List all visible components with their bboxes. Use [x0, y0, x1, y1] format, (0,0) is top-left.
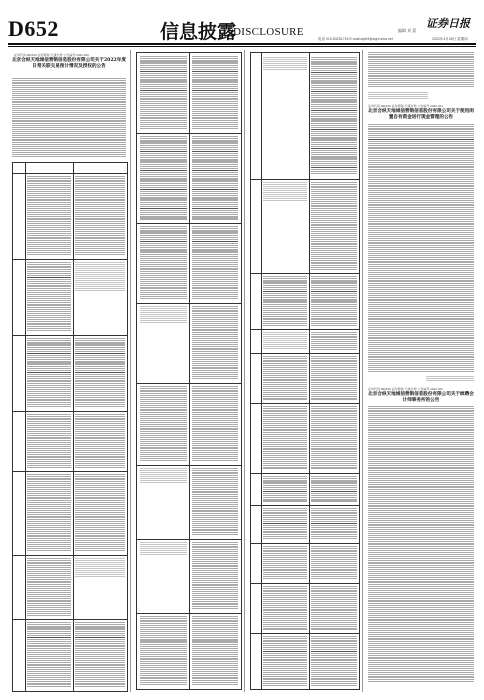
body-text-block: [368, 92, 428, 100]
table-row-rule: [13, 471, 127, 472]
table-row-rule: [13, 259, 127, 260]
announcement-title: 北京合纵天地城信营销信息股份有限公司关于续聘会计师事务所的公告: [368, 392, 474, 403]
column-divider: [362, 50, 363, 692]
table-cell: [140, 616, 187, 686]
table-row-rule: [137, 303, 241, 304]
table-cell: [192, 542, 238, 610]
table-cell: [311, 57, 357, 175]
table-cell: [311, 476, 357, 502]
table-row-rule: [137, 539, 241, 540]
table-cell: [27, 474, 71, 552]
body-text-block: [368, 52, 474, 88]
column-divider: [130, 50, 131, 692]
table-cell: [27, 414, 71, 468]
body-text-block: [368, 124, 474, 372]
table-row-rule: [13, 619, 127, 620]
contact-line: 电话 010-83251716 E-mail:zqrb9@zqrb.sina.net: [318, 37, 393, 41]
column-1: [10, 50, 128, 692]
newspaper-logo: 证券日报: [426, 17, 470, 30]
table-cell: [140, 468, 187, 484]
table-cell: [27, 558, 71, 616]
table-row-rule: [251, 273, 359, 274]
table-cell: [311, 586, 357, 630]
table-cell: [311, 508, 357, 540]
table-cell: [75, 338, 125, 408]
column-4: [366, 50, 476, 692]
issue-date: 2022年4月28日 星期四: [432, 37, 468, 41]
table-cell: [263, 57, 307, 71]
section-title-english: DISCLOSURE: [233, 26, 304, 38]
table-cell: [192, 56, 238, 130]
table-cell: [311, 356, 357, 400]
table-cell: [263, 182, 307, 202]
table-cell: [140, 136, 187, 220]
page-number: D652: [8, 16, 59, 41]
table-cell: [263, 508, 307, 540]
masthead-rule-thin: [8, 46, 476, 47]
table-row-rule: [251, 543, 359, 544]
table-row-rule: [137, 383, 241, 384]
table-row-rule: [13, 335, 127, 336]
table-cell: [263, 406, 307, 470]
stock-info-line: 证券代码:002100 证券简称:天康生物 公告编号:2022-041: [368, 104, 443, 108]
table-cell: [263, 356, 307, 400]
related-transaction-table: [12, 162, 128, 692]
table-cell: [75, 622, 125, 688]
table-cell: [27, 262, 71, 332]
table-row-rule: [13, 173, 127, 174]
table-cell: [140, 226, 187, 300]
editor-line: 编辑 刘 蒙: [398, 28, 417, 33]
table-row-rule: [251, 403, 359, 404]
table-row-rule: [13, 555, 127, 556]
table-row-rule: [251, 505, 359, 506]
table-cell: [311, 276, 357, 326]
table-column-rule: [261, 53, 262, 689]
table-cell: [75, 176, 125, 256]
table-cell: [263, 476, 307, 502]
masthead-rule: [8, 43, 476, 45]
table-cell: [140, 56, 187, 130]
announcement-title: 北京合纵天地城信营销信息股份有限公司关于使用闲置自有资金进行现金管理的公告: [368, 109, 474, 120]
table-cell: [140, 542, 187, 556]
table-cell: [263, 586, 307, 630]
table-row-rule: [251, 583, 359, 584]
column-3: [248, 50, 360, 692]
table-column-rule: [73, 163, 74, 691]
table-cell: [140, 386, 187, 462]
table-cell: [75, 474, 125, 552]
table-cell: [192, 386, 238, 462]
table-row-rule: [251, 179, 359, 180]
table-cell: [75, 558, 125, 578]
table-cell: [27, 622, 71, 688]
table-cell: [263, 276, 307, 326]
table-cell: [192, 468, 238, 536]
table-row-rule: [137, 465, 241, 466]
table-row-rule: [13, 411, 127, 412]
table-cell: [311, 406, 357, 470]
related-transaction-table-continued: [136, 52, 242, 690]
table-cell: [311, 546, 357, 580]
body-text-block: [12, 78, 126, 158]
table-row-rule: [137, 613, 241, 614]
column-divider: [244, 50, 245, 692]
table-cell: [192, 306, 238, 380]
table-cell: [192, 136, 238, 220]
table-row-rule: [137, 133, 241, 134]
table-cell: [192, 616, 238, 686]
table-row-rule: [251, 353, 359, 354]
table-column-rule: [25, 163, 26, 691]
table-row-rule: [251, 473, 359, 474]
table-cell: [27, 338, 71, 408]
signature-block: [426, 376, 474, 382]
table-cell: [311, 182, 357, 270]
table-cell: [263, 332, 307, 350]
table-row-rule: [251, 633, 359, 634]
stock-info-line: 证券代码:002100 证券简称:天康生物 公告编号:2022-042: [368, 387, 443, 391]
table-cell: [140, 306, 187, 324]
table-cell: [27, 176, 71, 256]
table-cell: [311, 332, 357, 350]
table-cell: [192, 226, 238, 300]
section-title: 信息披露: [160, 21, 237, 43]
table-row-rule: [137, 223, 241, 224]
stock-info-line: 证券代码:002100 证券简称:天康生物 公告编号:2022-040: [14, 53, 89, 57]
table-cell: [311, 636, 357, 686]
table-cell: [75, 414, 125, 468]
table-cell: [263, 546, 307, 580]
table-row-rule: [251, 329, 359, 330]
body-text-block: [368, 406, 474, 682]
column-2: [134, 50, 242, 692]
related-transaction-table-continued: [250, 52, 360, 690]
table-column-rule: [189, 53, 190, 689]
table-column-rule: [309, 53, 310, 689]
table-cell: [75, 262, 125, 292]
table-cell: [263, 636, 307, 686]
announcement-title: 北京合纵天地城信营销信息股份有限公司关于2022年度日常关联交易预计情况及授权的公告: [12, 58, 126, 69]
